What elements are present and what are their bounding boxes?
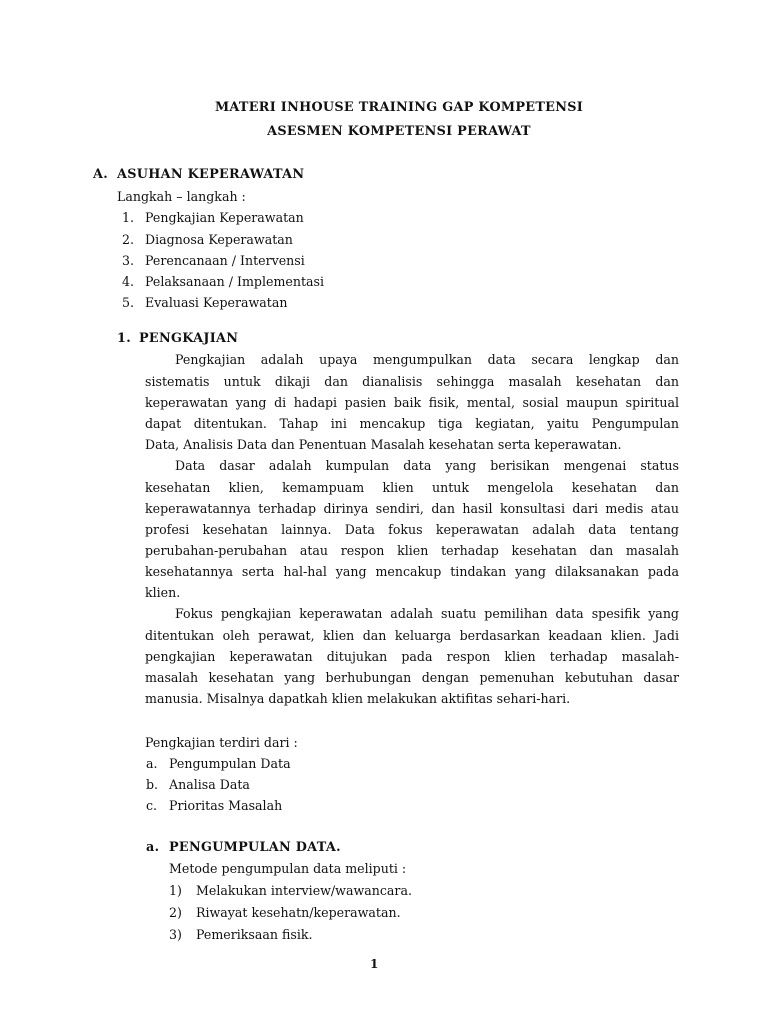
step-text: Perencanaan / Intervensi [145, 253, 305, 268]
list-item: Pemeriksaan fisik. [196, 927, 313, 942]
step-text: Evaluasi Keperawatan [145, 295, 288, 310]
section-a-marker: A. [93, 167, 108, 182]
step-number: 3. [122, 253, 135, 268]
paragraph-line: Pengkajian adalah upaya mengumpulkan data secara lengkap dan [175, 352, 679, 367]
step-number: 4. [122, 274, 135, 289]
section-a-heading: ASUHAN KEPERAWATAN [117, 167, 305, 182]
list-item: Riwayat kesehatn/keperawatan. [196, 905, 401, 920]
paragraph-line: klien. [145, 585, 181, 600]
list-item: Melakukan interview/wawancara. [196, 883, 412, 898]
paragraph-line: masalah kesehatan yang berhubungan dengan pemenuhan kebutuhan dasar [145, 670, 679, 685]
step-text: Pengkajian Keperawatan [145, 210, 304, 225]
subsection-a-marker: a. [146, 840, 160, 855]
step-number: 5. [122, 295, 135, 310]
document-title-line-2: ASESMEN KOMPETENSI PERAWAT [267, 124, 531, 139]
list-marker: 2) [169, 905, 182, 920]
section-1-heading: PENGKAJIAN [139, 331, 239, 346]
paragraph-line: Data dasar adalah kumpulan data yang berisikan mengenai status [175, 458, 679, 473]
paragraph-line: manusia. Misalnya dapatkah klien melakukan aktifitas sehari-hari. [145, 691, 571, 706]
paragraph-line: pengkajian keperawatan ditujukan pada respon klien terhadap masalah- [145, 649, 679, 664]
list-marker: a. [146, 756, 158, 771]
step-text: Diagnosa Keperawatan [145, 232, 293, 247]
paragraph-line: kesehatan klien, kemampuam klien untuk mengelola kesehatan dan [145, 480, 679, 495]
paragraph-line: sistematis untuk dikaji dan dianalisis sehingga masalah kesehatan dan [145, 374, 679, 389]
section-1-marker: 1. [117, 331, 131, 346]
section-a-intro: Langkah – langkah : [117, 189, 246, 204]
paragraph-line: perubahan-perubahan atau respon klien terhadap kesehatan dan masalah [145, 543, 679, 558]
list-marker: 3) [169, 927, 182, 942]
subsection-a-intro: Metode pengumpulan data meliputi : [169, 861, 407, 876]
list-marker: c. [146, 798, 158, 813]
list-item: Prioritas Masalah [169, 798, 283, 813]
step-text: Pelaksanaan / Implementasi [145, 274, 325, 289]
paragraph-line: Fokus pengkajian keperawatan adalah suatu pemilihan data spesifik yang [175, 606, 679, 621]
list-item: Pengumpulan Data [169, 756, 291, 771]
list-item: Analisa Data [169, 777, 250, 792]
list-marker: 1) [169, 883, 182, 898]
paragraph-line: ditentukan oleh perawat, klien dan keluarga berdasarkan keadaan klien. Jadi [145, 628, 679, 643]
paragraph-line: dapat ditentukan. Tahap ini mencakup tiga kegiatan, yaitu Pengumpulan [145, 416, 679, 431]
subsection-a-heading: PENGUMPULAN DATA. [169, 840, 341, 855]
consists-intro: Pengkajian terdiri dari : [145, 735, 298, 750]
paragraph-line: profesi kesehatan lainnya. Data fokus keperawatan adalah data tentang [145, 522, 679, 537]
document-title-line-1: MATERI INHOUSE TRAINING GAP KOMPETENSI [214, 100, 584, 115]
list-marker: b. [146, 777, 159, 792]
paragraph-line: keperawatan yang di hadapi pasien baik fisik, mental, sosial maupun spiritual [145, 395, 679, 410]
paragraph-line: keperawatannya terhadap dirinya sendiri, dan hasil konsultasi dari medis atau [145, 501, 679, 516]
paragraph-line: Data, Analisis Data dan Penentuan Masalah kesehatan serta keperawatan. [145, 437, 622, 452]
paragraph-line: kesehatannya serta hal-hal yang mencakup tindakan yang dilaksanakan pada [145, 564, 679, 579]
step-number: 2. [122, 232, 135, 247]
step-number: 1. [122, 210, 135, 225]
page-number: 1 [370, 957, 379, 971]
